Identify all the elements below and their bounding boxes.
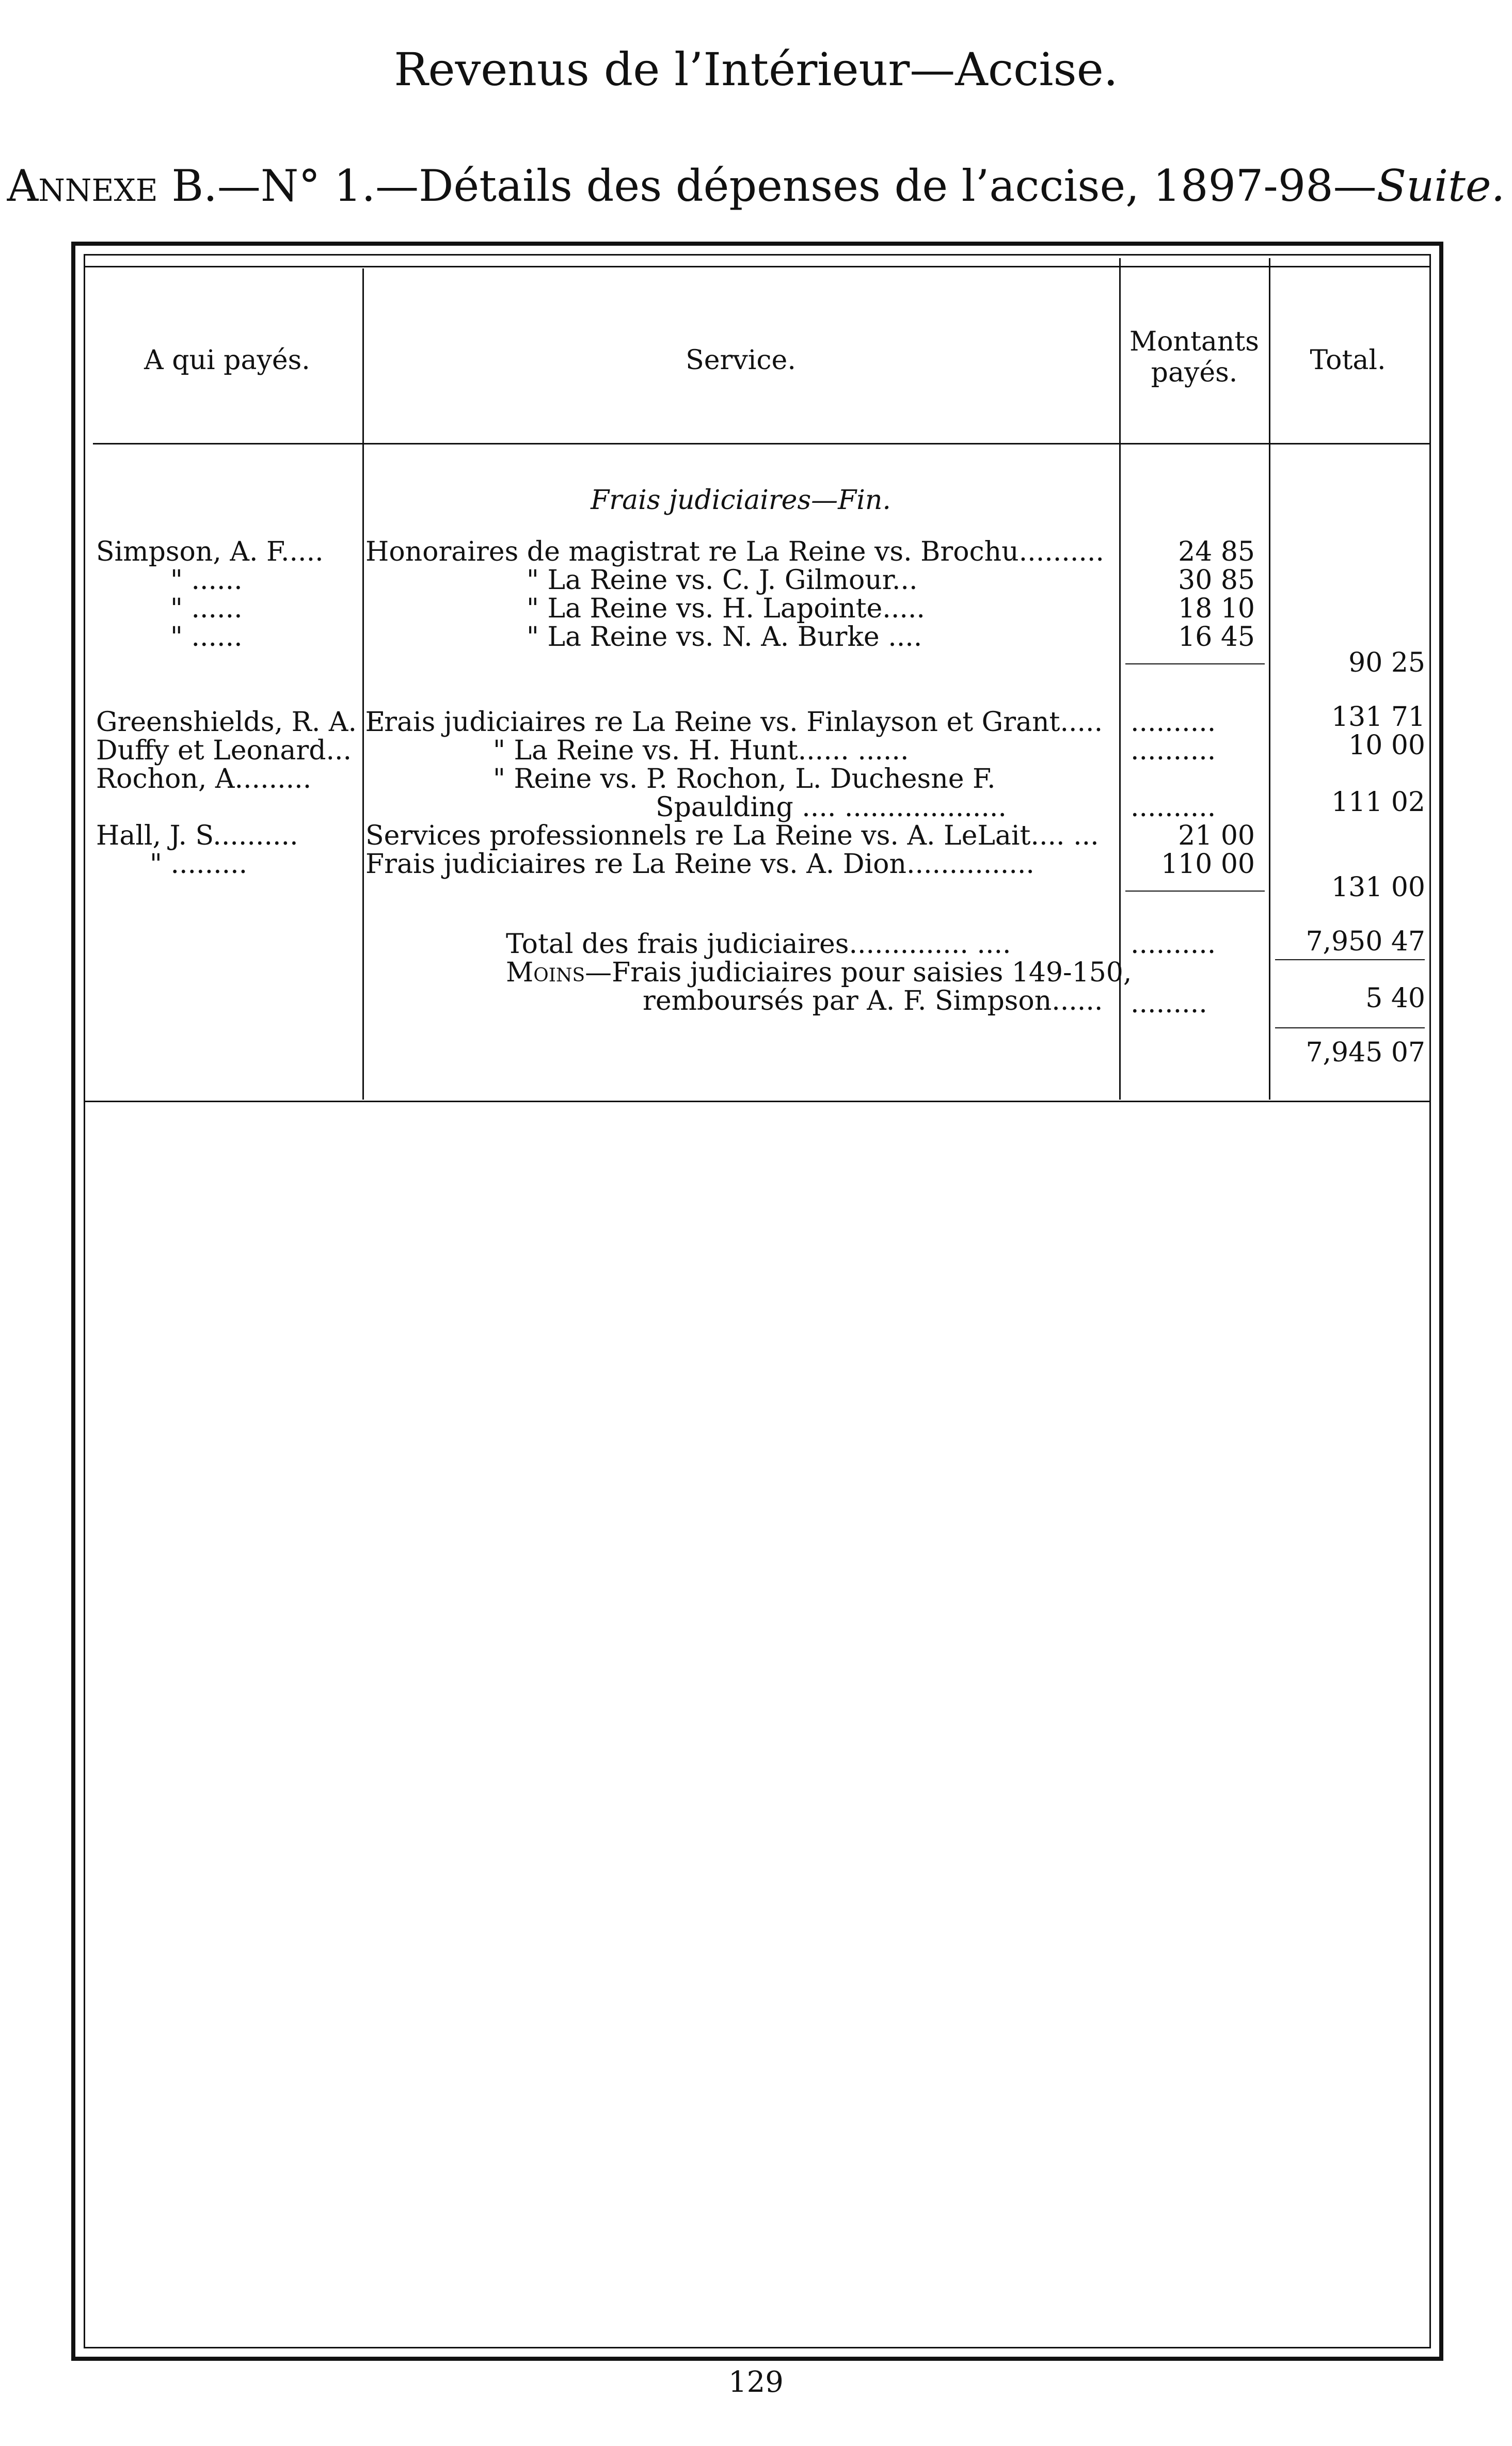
moins-line2: remboursés par A. F. Simpson...... [643,986,1103,1016]
row-service: " La Reine vs. H. Hunt...... ...... [493,735,909,766]
header-rule-bottom [93,443,1431,444]
total-value: 7,950 47 [1306,926,1425,957]
total-amount-dots: .......... [1131,929,1216,960]
row-service: Services professionnels re La Reine vs. A. LeLait.... ... [365,820,1099,851]
page-title: Revenus de l’Intérieur—Accise. [394,43,1118,96]
header-total: Total. [1310,345,1386,376]
row-payee: " ...... [170,565,243,596]
moins-value: 5 40 [1365,983,1425,1014]
row-amount: 21 00 [1178,820,1255,851]
row-total: 111 02 [1331,787,1425,818]
row-total: 10 00 [1348,730,1425,761]
annexe-text: B.—N° 1.—Détails des dépenses de l’accise, 1897-98— [157,161,1377,211]
moins-amount-dots: ......... [1131,988,1207,1019]
col-divider-1 [362,268,364,1100]
row-payee: " ...... [170,622,243,653]
row-amount: 18 10 [1178,593,1255,624]
row-amount: 30 85 [1178,565,1255,596]
moins-text: —Frais judiciaires pour saisies 149-150, [585,957,1132,988]
col-divider-3 [1269,258,1270,1100]
header-payee: A qui payés. [144,345,310,376]
row-amount: .......... [1131,792,1216,823]
annexe-label: Annexe [7,161,158,211]
row-service: Frais judiciaires re La Reine vs. A. Dion............... [365,849,1034,880]
row-payee: Duffy et Leonard... [96,735,352,766]
total-rule [1275,959,1425,960]
row-service: Frais judiciaires re La Reine vs. Finlayson et Grant..... [365,707,1103,738]
header-amount [1121,326,1268,388]
subtotal-rule [1125,891,1265,892]
row-amount: 24 85 [1178,536,1255,567]
total-label: Total des frais judiciaires.............. .... [506,929,1011,960]
page-number: 129 [728,2365,784,2399]
row-amount: .......... [1131,735,1216,766]
row-payee: Hall, J. S.......... [96,820,298,851]
header-rule-top [84,266,1431,267]
row-service: " La Reine vs. C. J. Gilmour... [527,565,918,596]
row-service: " La Reine vs. H. Lapointe..... [527,593,925,624]
net-rule [1275,1027,1425,1028]
header-amount-line1: Montants [1129,326,1259,357]
header-service: Service. [686,345,796,376]
row-payee: Rochon, A......... [96,764,312,795]
header-amount-line2: payés. [1151,357,1238,388]
table-bottom-rule [84,1101,1431,1102]
row-total: 131 00 [1331,872,1425,903]
row-service: " Reine vs. P. Rochon, L. Duchesne F. [493,764,996,795]
row-service: " La Reine vs. N. A. Burke .... [527,622,922,653]
row-service: Honoraires de magistrat re La Reine vs. Brochu.......... [365,536,1104,567]
row-service: Spaulding .... ................... [656,792,1007,823]
row-amount: .......... [1131,707,1216,738]
annex-subtitle [0,157,1512,214]
row-total: 131 71 [1331,702,1425,733]
row-amount: 16 45 [1178,622,1255,653]
subtotal-rule [1125,663,1265,664]
row-amount: 110 00 [1161,849,1255,880]
row-payee: Greenshields, R. A. E [96,707,385,738]
row-total: 90 25 [1348,647,1425,678]
row-payee: Simpson, A. F..... [96,536,324,567]
section-title: Frais judiciaires—Fin. [591,485,891,516]
moins-label: Moins [506,957,585,988]
net-total: 7,945 07 [1306,1037,1425,1068]
suite-label: Suite. [1376,161,1505,211]
row-payee: " ......... [150,849,248,880]
row-payee: " ...... [170,593,243,624]
moins-line1 [506,958,1132,988]
